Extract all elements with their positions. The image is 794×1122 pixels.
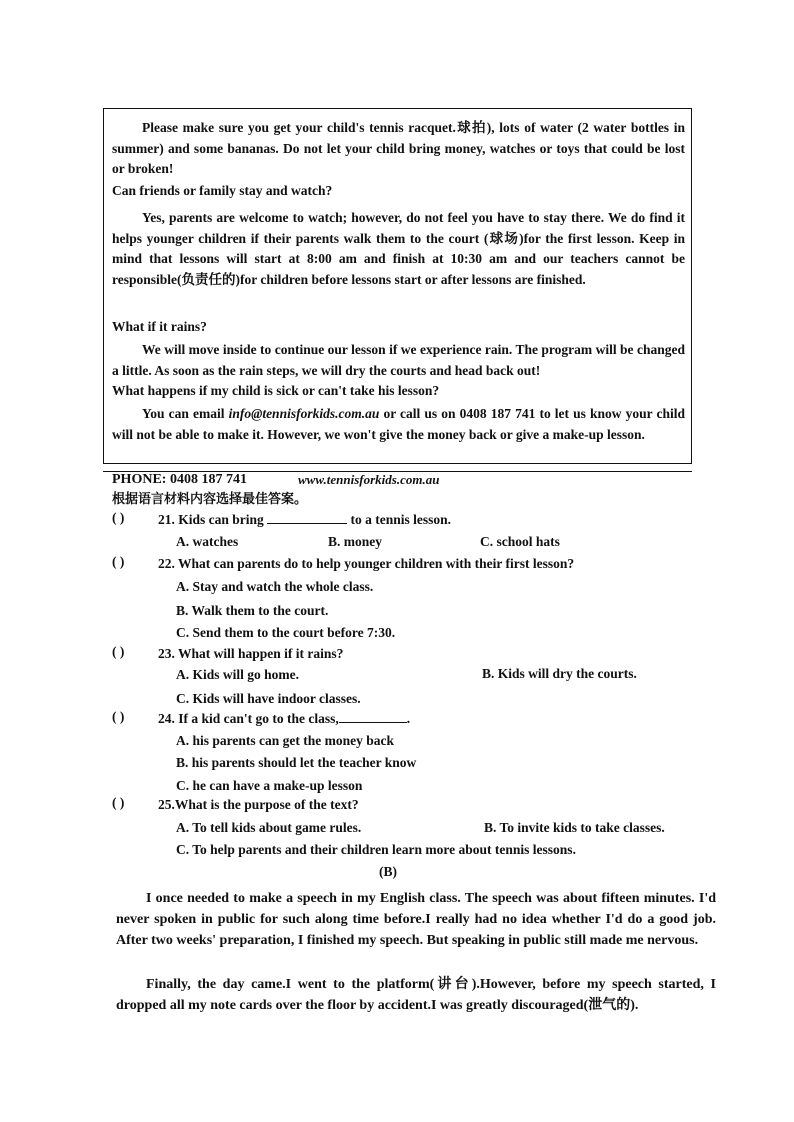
notice-paragraph-3: We will move inside to continue our lesson if we experience rain. The program will be changed a little. As soon as the rain steps, we will dry the courts and head back out! xyxy=(112,342,685,378)
notice-email-link[interactable]: info@tennisforkids.com.au xyxy=(228,406,380,421)
option-23-c: C. Kids will have indoor classes. xyxy=(176,691,361,706)
option-24-a: A. his parents can get the money back xyxy=(176,733,395,748)
answer-paren-24[interactable]: ( ) xyxy=(112,709,125,724)
option-22-c: C. Send them to the court before 7:30. xyxy=(176,625,396,640)
question-21-stem-start: 21. Kids can bring xyxy=(158,512,268,527)
option-21-b: B. money xyxy=(328,534,382,549)
question-21 xyxy=(158,510,451,530)
section-b-paragraph-1: I once needed to make a speech in my English class. The speech was about fifteen minutes. I'd never spoken in public for such along time before.I really had no idea whether I'd do a good job. After two weeks' preparation, I finished my speech. But speaking in public still made me nervous. xyxy=(116,891,716,948)
option-25-a: A. To tell kids about game rules. xyxy=(176,820,362,835)
option-21-a: A. watches xyxy=(176,534,239,549)
question-24-stem-start: 24. If a kid can't go to the class, xyxy=(158,711,339,726)
question-22: 22. What can parents do to help younger children with their first lesson? xyxy=(158,556,575,571)
answer-paren-22[interactable]: ( ) xyxy=(112,554,125,569)
question-25: 25.What is the purpose of the text? xyxy=(158,797,359,812)
notice-heading-rain: What if it rains? xyxy=(112,319,207,334)
option-23-b: B. Kids will dry the courts. xyxy=(482,666,637,681)
question-24-blank xyxy=(339,710,407,723)
notice-heading-sick: What happens if my child is sick or can't take his lesson? xyxy=(112,383,440,398)
notice-text-email-suffix: or call us on 0408 187 741 to let us know your child will not be able to make it. However, we won't give the money back or give a make-up lesson. xyxy=(112,406,686,442)
option-23-a: A. Kids will go home. xyxy=(176,667,300,682)
question-24-stem-end: . xyxy=(406,711,411,726)
notice-text-email-prefix: You can email xyxy=(142,406,229,421)
option-24-b: B. his parents should let the teacher know xyxy=(176,755,417,770)
question-24 xyxy=(158,709,410,729)
option-25-b: B. To invite kids to take classes. xyxy=(484,820,665,835)
notice-paragraph-1: Please make sure you get your child's tennis racquet.球拍), lots of water (2 water bottles in summer) and some bananas. Do not let your child bring money, watches or toys that could be lost or broken! xyxy=(112,120,685,176)
option-22-b: B. Walk them to the court. xyxy=(176,603,329,618)
question-21-blank xyxy=(267,511,347,524)
option-25-c: C. To help parents and their children learn more about tennis lessons. xyxy=(176,842,576,857)
option-21-c: C. school hats xyxy=(480,534,560,549)
section-b-paragraph-2: Finally, the day came.I went to the platform(讲台).However, before my speech started, I dropped all my note cards over the floor by accident.I was greatly discouraged(泄气的). xyxy=(116,977,716,1013)
answer-paren-25[interactable]: ( ) xyxy=(112,795,125,810)
notice-heading-friends: Can friends or family stay and watch? xyxy=(112,183,333,198)
notice-footer-phone: PHONE: 0408 187 741 xyxy=(112,472,247,487)
answer-paren-23[interactable]: ( ) xyxy=(112,644,125,659)
notice-footer-website[interactable]: www.tennisforkids.com.au xyxy=(298,472,440,487)
notice-paragraph-4 xyxy=(112,404,685,445)
section-b-label: (B) xyxy=(379,864,397,879)
question-21-stem-end: to a tennis lesson. xyxy=(347,512,452,527)
option-22-a: A. Stay and watch the whole class. xyxy=(176,579,374,594)
question-23: 23. What will happen if it rains? xyxy=(158,646,344,661)
option-24-c: C. he can have a make-up lesson xyxy=(176,778,363,793)
notice-paragraph-2: Yes, parents are welcome to watch; however, do not feel you have to stay there. We do find it helps younger children if their parents walk them to the court (球场)for the first lesson. Keep in mind that lessons will start at 8:00 am and finish at 10:30 am and our teachers cannot be responsible(负责任的)for children before lessons start or after lessons are finished. xyxy=(112,210,685,287)
answer-paren-21[interactable]: ( ) xyxy=(112,510,125,525)
instruction-text: 根据语言材料内容选择最佳答案。 xyxy=(112,492,308,507)
